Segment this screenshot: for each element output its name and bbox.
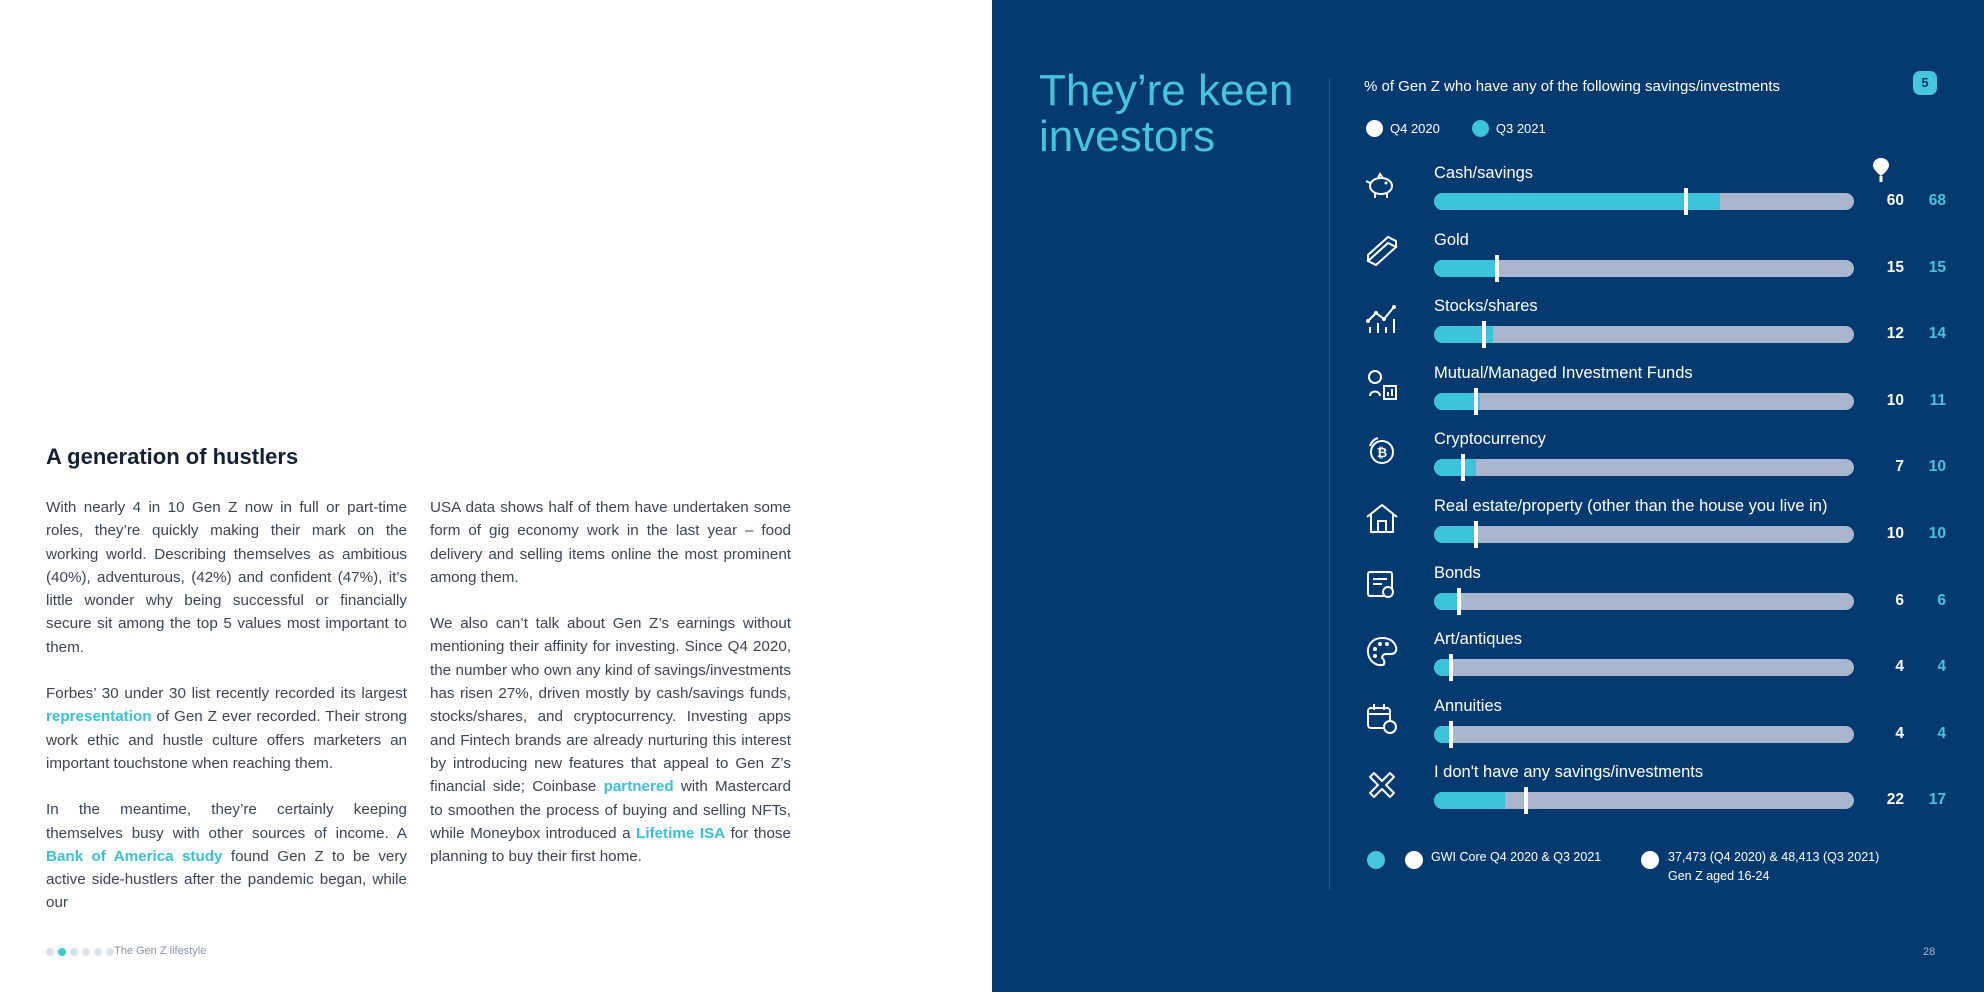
data-source: GWI Core Q4 2020 & Q3 2021 (1431, 850, 1602, 864)
bar-track (1434, 659, 1854, 676)
value-q4-2020: 60 (1886, 192, 1904, 209)
bar-q3-2021 (1434, 260, 1497, 277)
chart-title: % of Gen Z who have any of the following savings/investments (1364, 78, 1781, 95)
bank-of-america-study-link[interactable]: Bank of America study (46, 847, 223, 865)
value-q3-2021: 6 (1937, 591, 1946, 609)
value-q3-2021: 15 (1928, 258, 1946, 276)
section-progress-dots (46, 948, 114, 956)
marker-q4-2020 (1449, 654, 1453, 681)
legend-item-q3-2021 (1472, 120, 1546, 137)
marker-q4-2020 (1524, 787, 1528, 814)
paragraph-text: with Mastercard to smoothen the process of buying and selling NFTs, while Moneybox introduced a (430, 778, 791, 842)
marker-q4-2020 (1495, 255, 1499, 282)
bar-label: Bonds (1434, 563, 1481, 582)
marker-q4-2020 (1474, 521, 1478, 548)
paragraph-text: of Gen Z ever recorded. Their strong work ethic and hustle culture offers marketers an important touchstone when reaching them. (46, 708, 407, 772)
source-info-icon (1405, 851, 1423, 869)
marker-q4-2020 (1449, 721, 1453, 748)
value-q3-2021: 11 (1929, 391, 1946, 409)
value-q4-2020: 10 (1886, 525, 1904, 542)
paragraph-text: In the meantime, they’re certainly keeping themselves busy with other sources of income. A (46, 801, 407, 842)
chart-type-icon (1367, 851, 1385, 869)
gold-bar-icon (1364, 235, 1400, 276)
value-q4-2020: 4 (1895, 724, 1904, 742)
partnered-link[interactable]: partnered (603, 778, 674, 796)
paragraph-text: found Gen Z to be very active side-hustlers after the pandemic began, while our (46, 847, 408, 912)
legend-swatch-icon (1472, 120, 1489, 137)
bar-track (1434, 393, 1854, 410)
marker-q4-2020 (1474, 388, 1478, 415)
value-q3-2021: 10 (1928, 458, 1946, 476)
marker-q4-2020 (1457, 588, 1461, 615)
location-pin-icon (1871, 157, 1891, 183)
paragraph (46, 682, 407, 775)
legend-label: Q3 2021 (1495, 121, 1546, 136)
value-q3-2021: 4 (1937, 724, 1946, 742)
bar-track (1434, 193, 1854, 210)
value-q3-2021: 10 (1928, 525, 1946, 542)
page-number: 28 (1923, 946, 1936, 958)
bar-label: Stocks/shares (1434, 297, 1538, 316)
text-column-2 (430, 496, 791, 891)
stocks-chart-icon (1364, 301, 1400, 342)
legend-swatch-icon (1366, 120, 1383, 137)
value-q4-2020: 22 (1886, 791, 1904, 809)
bar-label: Annuities (1434, 696, 1502, 715)
value-q4-2020: 12 (1886, 325, 1904, 343)
base-size-line2: Gen Z aged 16-24 (1668, 869, 1770, 883)
section-heading: A generation of hustlers (46, 444, 299, 469)
bar-q3-2021 (1434, 193, 1720, 210)
progress-dot (70, 948, 78, 956)
value-q3-2021: 14 (1928, 325, 1946, 343)
svg-text:₿: ₿ (1376, 445, 1388, 461)
paragraph (430, 612, 791, 868)
page-title: They’re keen investors (1039, 66, 1294, 161)
bar-q3-2021 (1434, 459, 1476, 476)
bar-track (1434, 726, 1854, 743)
cross-icon (1364, 767, 1400, 808)
funds-icon (1364, 368, 1400, 409)
marker-q4-2020 (1482, 321, 1486, 348)
bar-track (1434, 326, 1854, 343)
value-q3-2021: 68 (1928, 192, 1946, 209)
bar-label: Gold (1434, 230, 1469, 249)
palette-icon (1364, 634, 1400, 675)
marker-q4-2020 (1461, 454, 1465, 481)
paragraph (46, 798, 407, 914)
progress-dot-active (58, 948, 66, 956)
bar-label: Real estate/property (other than the house you live in) (1434, 497, 1828, 515)
lifetime-isa-link[interactable]: Lifetime ISA (636, 824, 726, 842)
value-q4-2020: 6 (1895, 591, 1904, 609)
footer-section-name: The Gen Z lifestyle (114, 945, 207, 957)
value-q4-2020: 15 (1886, 258, 1904, 276)
paragraph-text: for those planning to buy their first home. (430, 824, 791, 866)
value-q4-2020: 7 (1895, 458, 1904, 476)
progress-dot (106, 948, 114, 956)
base-size-line1: 37,473 (Q4 2020) & 48,413 (Q3 2021) (1668, 850, 1880, 864)
progress-dot (46, 948, 54, 956)
bar-q3-2021 (1434, 526, 1476, 543)
bar-label: I don't have any savings/investments (1434, 763, 1704, 782)
legend-label: Q4 2020 (1390, 121, 1440, 136)
certificate-icon (1364, 568, 1400, 609)
base-info-icon (1641, 851, 1659, 869)
bar-label: Mutual/Managed Investment Funds (1434, 363, 1693, 382)
paragraph-text: Forbes’ 30 under 30 list recently recorded its largest (46, 685, 407, 703)
paragraph-text: We also can’t talk about Gen Z’s earnings without mentioning their affinity for investing. Since Q4 2020, the number who own any kind of savings/investments has risen 27%, driven mostly by cash/savings funds, stocks/shares, and cryptocurrency. Investing apps and Fintech brands are already nurturing this interest by introducing new features that appeal to Gen Z’s financial side; Coinbase (430, 615, 791, 796)
text-column-1 (46, 496, 407, 938)
bar-label: Cryptocurrency (1434, 430, 1546, 449)
chart-legend (1366, 120, 1546, 137)
bar-track (1434, 526, 1854, 543)
value-q4-2020: 4 (1895, 658, 1904, 676)
vertical-divider (1329, 78, 1330, 890)
paragraph: With nearly 4 in 10 Gen Z now in full or part-time roles, they’re quickly making their mark on the working world. Describing themselves as ambitious (40%), adventurous, (42%) and confident (47%), it’s little wonder why being successful or financially secure sit among the top 5 values most important to them. (46, 499, 407, 656)
bar-track (1434, 792, 1854, 809)
house-icon (1364, 501, 1400, 542)
calendar-coin-icon (1364, 701, 1400, 742)
bar-label: Cash/savings (1434, 164, 1534, 182)
bar-track (1434, 459, 1854, 476)
bar-track (1434, 593, 1854, 610)
value-q4-2020: 10 (1886, 391, 1904, 409)
page-badge: 5 (1913, 71, 1937, 95)
representation-link[interactable]: representation (46, 708, 152, 726)
value-q3-2021: 17 (1928, 791, 1946, 809)
value-q3-2021: 4 (1937, 658, 1946, 676)
bar-label: Art/antiques (1434, 630, 1523, 649)
piggy-bank-icon (1364, 168, 1400, 209)
bar-q3-2021 (1434, 593, 1459, 610)
bar-q3-2021 (1434, 792, 1505, 809)
legend-item-q4-2020 (1366, 120, 1440, 137)
bitcoin-icon (1364, 434, 1400, 475)
progress-dot (82, 948, 90, 956)
progress-dot (94, 948, 102, 956)
marker-q4-2020 (1684, 188, 1688, 215)
paragraph: USA data shows half of them have undertaken some form of gig economy work in the last year – food delivery and selling items online the most prominent among them. (430, 499, 791, 586)
